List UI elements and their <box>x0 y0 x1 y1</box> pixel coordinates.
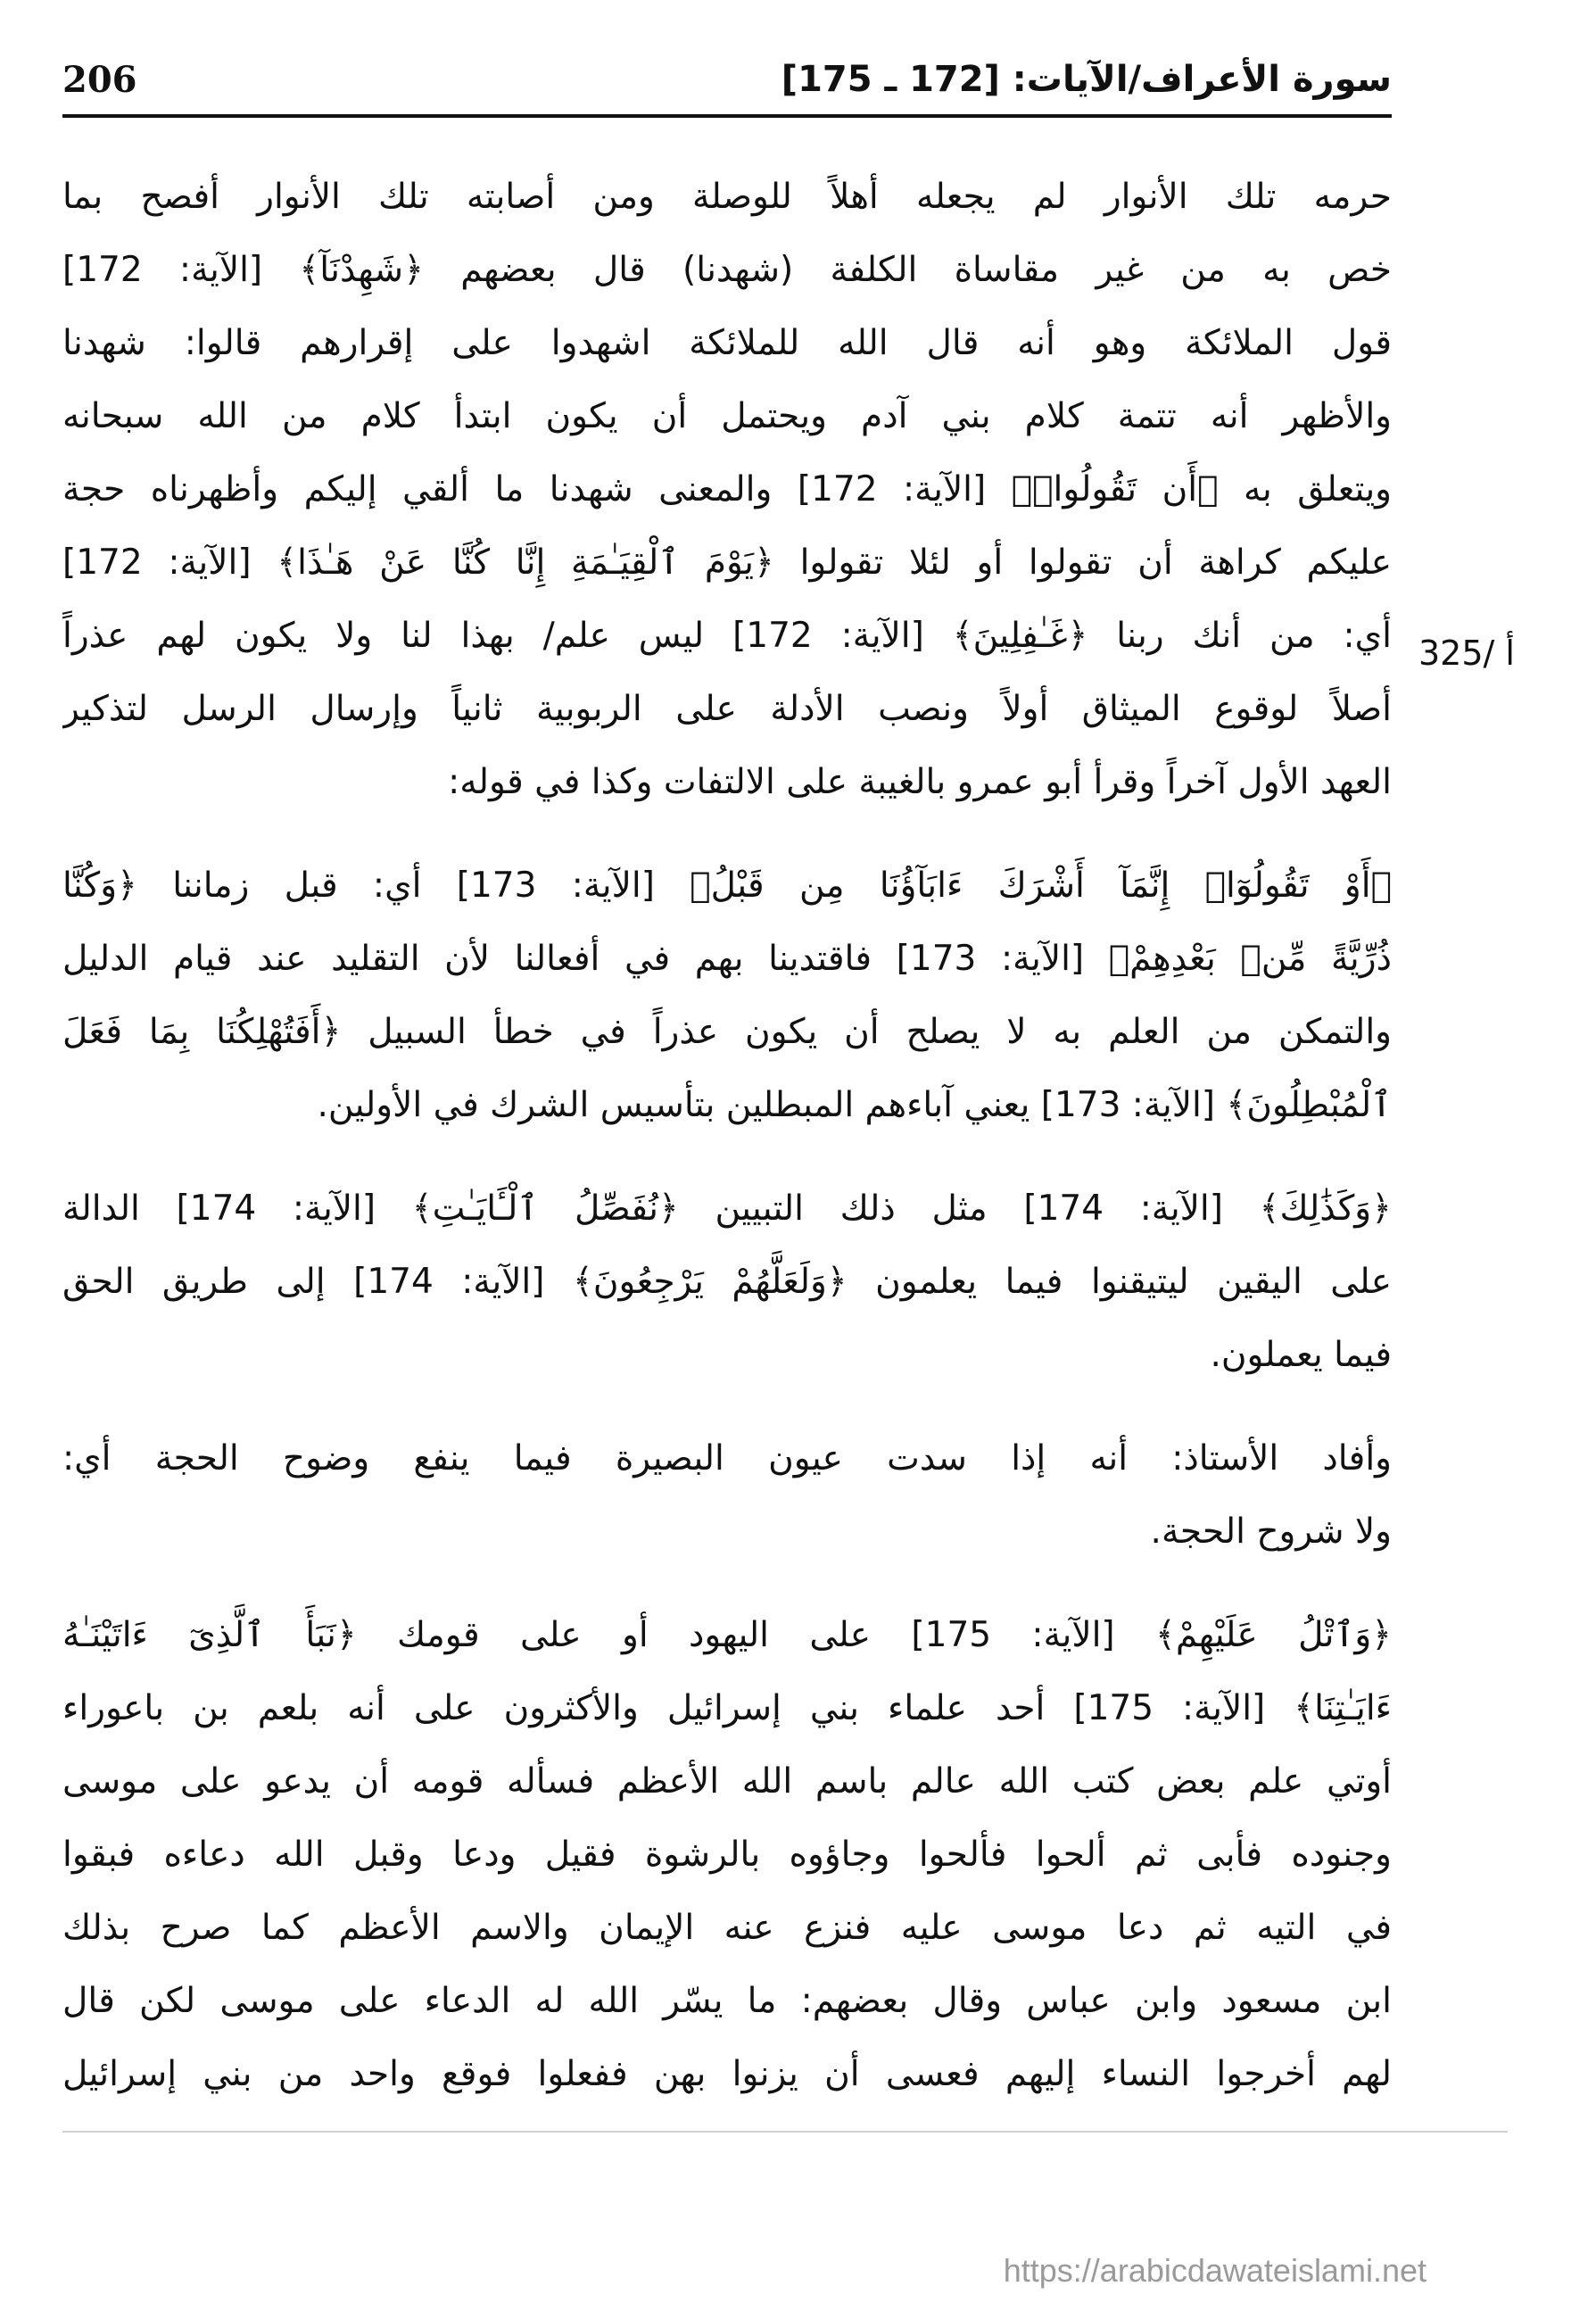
paragraph-gap <box>62 819 1392 849</box>
paragraph-5 <box>62 1599 1392 2111</box>
text-line: والتمكن من العلم به لا يصلح أن يكون عذراً في خطأ السبيل ﴿أَفَتُهْلِكُنَا بِمَا فَعَلَ <box>62 1012 1392 1052</box>
manuscript-folio-marker: 325/ أ <box>1418 634 1515 673</box>
text-line: ولا شروح الحجة. <box>1150 1512 1392 1552</box>
page-number: 206 <box>62 58 137 101</box>
text-line: ويتعلق به ﴿أَن تَقُولُوا۟﴾ [الآية: 172] والمعنى شهدنا ما ألقي إليكم وأظهرناه حجة <box>62 469 1392 509</box>
paragraph-1 <box>62 161 1392 819</box>
watermark-url: https://arabicdawateislami.net <box>1003 2252 1426 2289</box>
running-title: سورة الأعراف/الآيات: [172 ـ 175] <box>781 59 1392 100</box>
text-line: ابن مسعود وابن عباس وقال بعضهم: ما يسّر الله له الدعاء على موسى لكن قال <box>62 1981 1392 2021</box>
text-line: وأفاد الأستاذ: أنه إذا سدت عيون البصيرة فيما ينفع وضوح الحجة أي: <box>62 1438 1392 1479</box>
page-header <box>62 52 1392 107</box>
paragraph-3 <box>62 1172 1392 1392</box>
text-line: حرمه تلك الأنوار لم يجعله أهلاً للوصلة ومن أصابته تلك الأنوار أفصح بما <box>62 177 1392 217</box>
text-line: أي: من أنك ربنا ﴿غَـٰفِلِينَ﴾ [الآية: 172] ليس علم/ بهذا لنا ولا يكون لهم عذراً <box>62 616 1392 656</box>
text-line: وجنوده فأبى ثم ألحوا فألحوا وجاؤوه بالرشوة فقيل ودعا وقبل الله دعاءه فبقوا <box>62 1835 1392 1875</box>
paragraph-gap <box>62 1142 1392 1172</box>
header-rule <box>62 114 1392 118</box>
text-line: العهد الأول آخراً وقرأ أبو عمرو بالغيبة على الالتفات وكذا في قوله: <box>448 762 1392 802</box>
text-line: ﴿وَكَذَٰلِكَ﴾ [الآية: 174] مثل ذلك التبيين ﴿نُفَصِّلُ ٱلْـَٔايَـٰتِ﴾ [الآية: 174] الدالة <box>62 1189 1392 1229</box>
text-line: فيما يعملون. <box>1210 1335 1392 1375</box>
text-line: ﴿وَٱتْلُ عَلَيْهِمْ﴾ [الآية: 175] على اليهود أو على قومك ﴿نَبَأَ ٱلَّذِىٓ ءَاتَيْنَـٰهُ <box>62 1615 1392 1655</box>
text-line: في التيه ثم دعا موسى عليه فنزع عنه الإيمان والاسم الأعظم كما صرح بذلك <box>62 1908 1392 1948</box>
paragraph-gap <box>62 1392 1392 1422</box>
scan-artifact-rule <box>62 2131 1508 2133</box>
paragraph-2 <box>62 849 1392 1142</box>
text-line: والأظهر أنه تتمة كلام بني آدم ويحتمل أن يكون ابتدأ كلام من الله سبحانه <box>62 396 1392 436</box>
text-line: قول الملائكة وهو أنه قال الله للملائكة اشهدوا على إقرارهم قالوا: شهدنا <box>62 323 1392 363</box>
text-line: لهم أخرجوا النساء إليهم فعسى أن يزنوا بهن ففعلوا فوقع واحد من بني إسرائيل <box>62 2054 1392 2094</box>
text-line: ﴿أَوْ تَقُولُوٓا۟ إِنَّمَآ أَشْرَكَ ءَابَآؤُنَا مِن قَبْلُ﴾ [الآية: 173] أي: قبل زماننا ﴿وَكُنَّا <box>62 866 1392 906</box>
text-line: خص به من غير مقاساة الكلفة (شهدنا) قال بعضهم ﴿شَهِدْنَآ﴾ [الآية: 172] <box>62 250 1392 290</box>
text-line: عليكم كراهة أن تقولوا أو لئلا تقولوا ﴿يَوْمَ ٱلْقِيَـٰمَةِ إِنَّا كُنَّا عَنْ هَـٰذَا﴾ [الآية: 172] <box>62 543 1392 583</box>
text-line: ٱلْمُبْطِلُونَ﴾ [الآية: 173] يعني آباءهم المبطلين بتأسيس الشرك في الأولين. <box>317 1085 1392 1125</box>
text-line: أوتي علم بعض كتب الله عالم باسم الله الأعظم فسأله قومه أن يدعو على موسى <box>62 1761 1392 1802</box>
paragraph-gap <box>62 1569 1392 1599</box>
text-line: ذُرِّيَّةً مِّنۢ بَعْدِهِمْ﴾ [الآية: 173] فاقتدينا بهم في أفعالنا لأن التقليد عند قيام الدليل <box>62 939 1392 979</box>
text-line: ءَايَـٰتِنَا﴾ [الآية: 175] أحد علماء بني إسرائيل والأكثرون على أنه بلعم بن باعوراء <box>62 1688 1392 1728</box>
page-body <box>62 161 1392 2111</box>
text-line: أصلاً لوقوع الميثاق أولاً ونصب الأدلة على الربوبية ثانياً وإرسال الرسل لتذكير <box>62 689 1392 729</box>
paragraph-4 <box>62 1422 1392 1569</box>
text-line: على اليقين ليتيقنوا فيما يعلمون ﴿وَلَعَلَّهُمْ يَرْجِعُونَ﴾ [الآية: 174] إلى طريق الحق <box>62 1262 1392 1302</box>
